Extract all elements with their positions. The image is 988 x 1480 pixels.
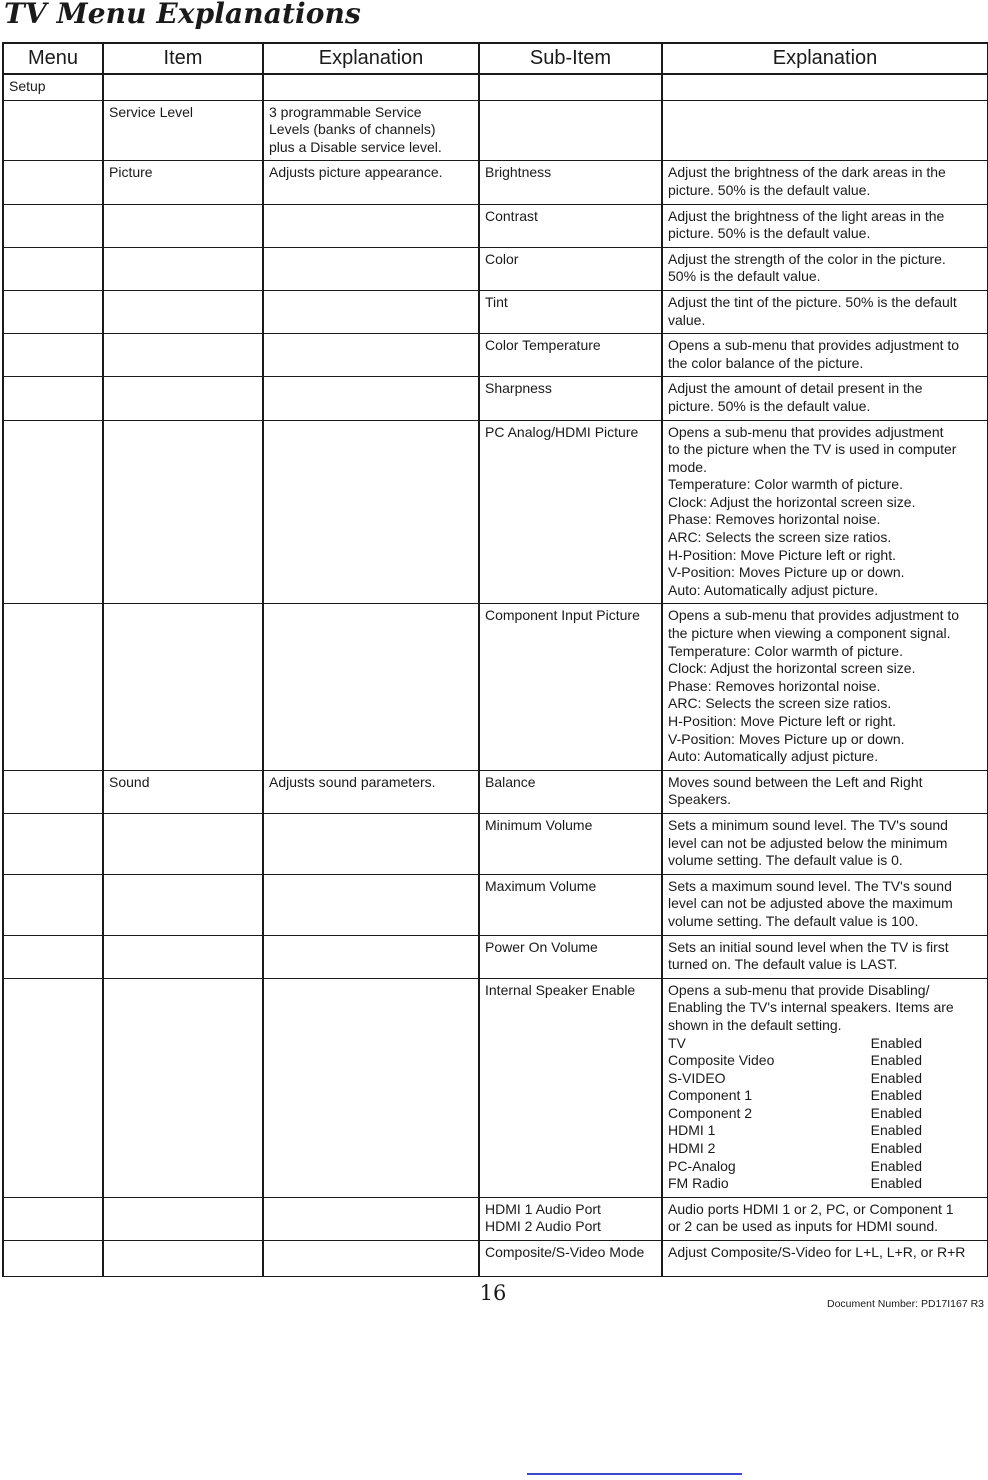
sub-item-text: Sharpness	[485, 380, 552, 397]
sub-item-cell	[479, 204, 662, 247]
speaker-default-row	[668, 1087, 922, 1105]
sub-explanation-text: Adjust the tint of the picture. 50% is the default value.	[668, 293, 957, 328]
sub-explanation-cell	[662, 813, 988, 874]
sub-item-cell	[479, 420, 662, 604]
item-cell	[103, 100, 263, 161]
explanation-cell	[263, 377, 479, 420]
sub-item-text: HDMI 1 Audio Port HDMI 2 Audio Port	[485, 1200, 601, 1235]
sub-item-text: Tint	[485, 293, 508, 310]
header-menu: Menu	[3, 43, 103, 74]
item-cell	[103, 204, 263, 247]
sub-item-cell	[479, 1241, 662, 1277]
item-cell	[103, 247, 263, 290]
sub-explanation-cell	[662, 204, 988, 247]
input-state: Enabled	[870, 1175, 922, 1192]
sub-item-text: Minimum Volume	[485, 816, 593, 833]
sub-explanation-cell	[662, 1241, 988, 1277]
item-cell	[103, 290, 263, 333]
explanation-cell	[263, 935, 479, 978]
sub-item-text: Power On Volume	[485, 938, 598, 955]
item-cell	[103, 1197, 263, 1240]
sub-item-cell	[479, 813, 662, 874]
input-state: Enabled	[870, 1052, 922, 1069]
sub-explanation-cell	[662, 420, 988, 604]
table-row	[3, 1241, 988, 1277]
sub-item-cell	[479, 100, 662, 161]
sub-explanation-text: Adjust the brightness of the light areas in the picture. 50% is the default value.	[668, 207, 945, 242]
item-cell	[103, 377, 263, 420]
menu-cell	[3, 247, 103, 290]
hyperlink-underline	[527, 1473, 742, 1475]
speaker-default-row	[668, 1035, 922, 1053]
sub-item-cell	[479, 978, 662, 1197]
menu-cell	[3, 334, 103, 377]
input-state: Enabled	[870, 1140, 922, 1157]
sub-explanation-text: Adjust the strength of the color in the picture. 50% is the default value.	[668, 250, 946, 285]
explanation-text: Adjusts sound parameters.	[269, 773, 436, 790]
speaker-default-row	[668, 1158, 922, 1176]
table-row	[3, 204, 988, 247]
item-cell	[103, 935, 263, 978]
sub-item-cell	[479, 334, 662, 377]
item-cell	[103, 978, 263, 1197]
sub-item-text: Brightness	[485, 164, 552, 181]
sub-item-text: Color	[485, 250, 519, 267]
input-name: HDMI 1	[668, 1122, 716, 1139]
sub-explanation-text: Adjust the brightness of the dark areas in the picture. 50% is the default value.	[668, 164, 946, 198]
sub-item-text: Component Input Picture	[485, 607, 640, 624]
table-row	[3, 874, 988, 935]
sub-item-text: Contrast	[485, 207, 538, 224]
table-row	[3, 247, 988, 290]
sub-explanation-cell	[662, 161, 988, 204]
item-cell	[103, 74, 263, 100]
explanation-cell	[263, 334, 479, 377]
menu-cell	[3, 813, 103, 874]
sub-explanation-text: Moves sound between the Left and Right Speakers.	[668, 773, 923, 808]
explanation-cell	[263, 74, 479, 100]
menu-cell	[3, 770, 103, 813]
menu-cell	[3, 1197, 103, 1240]
header-item: Item	[103, 43, 263, 74]
speaker-default-row	[668, 1052, 922, 1070]
header-sub-item: Sub-Item	[479, 43, 662, 74]
speaker-default-row	[668, 1105, 922, 1123]
menu-cell	[3, 290, 103, 333]
item-cell	[103, 334, 263, 377]
input-name: HDMI 2	[668, 1140, 716, 1157]
sub-explanation-text: Opens a sub-menu that provides adjustment to the picture when viewing a component signal. Temperature: Color warmth of picture. Clock: Adjust the horizontal screen size. Phase: Removes horizontal noise. ARC: Selects the screen size ratios. H-Position: Move Picture left or right. V-Position: Moves Picture up or down. Auto: Automatically adjust picture.	[668, 607, 960, 765]
menu-cell	[3, 377, 103, 420]
page-number: 16	[479, 1281, 507, 1305]
menu-table	[2, 42, 988, 1277]
sub-explanation-text: Adjust Composite/S-Video for L+L, L+R, or R+R	[668, 1244, 966, 1261]
table-row	[3, 604, 988, 770]
speaker-default-row	[668, 1070, 922, 1088]
sub-item-cell	[479, 935, 662, 978]
explanation-text: Adjusts picture appearance.	[269, 164, 443, 181]
explanation-cell	[263, 813, 479, 874]
speaker-defaults-list	[668, 1035, 982, 1193]
input-state: Enabled	[870, 1034, 922, 1051]
sub-explanation-text: Audio ports HDMI 1 or 2, PC, or Component 1 or 2 can be used as inputs for HDMI sound.	[668, 1200, 954, 1235]
menu-cell	[3, 874, 103, 935]
input-name: Component 2	[668, 1104, 753, 1121]
sub-explanation-cell	[662, 377, 988, 420]
page-title: TV Menu Explanations	[4, 0, 361, 30]
table-row	[3, 377, 988, 420]
menu-cell	[3, 978, 103, 1197]
explanation-cell	[263, 420, 479, 604]
sub-item-cell	[479, 874, 662, 935]
menu-cell	[3, 935, 103, 978]
item-cell	[103, 874, 263, 935]
header-row	[3, 43, 988, 74]
input-name: Composite Video	[668, 1052, 775, 1069]
menu-text: Setup	[9, 78, 46, 94]
menu-cell	[3, 74, 103, 100]
sub-explanation-cell	[662, 334, 988, 377]
item-text: Sound	[109, 773, 150, 790]
menu-cell	[3, 161, 103, 204]
explanation-cell	[263, 770, 479, 813]
item-cell	[103, 420, 263, 604]
explanation-cell	[263, 1197, 479, 1240]
item-text: Picture	[109, 164, 153, 181]
sub-explanation-cell	[662, 74, 988, 100]
input-state: Enabled	[870, 1069, 922, 1086]
table-row	[3, 74, 988, 100]
item-cell	[103, 770, 263, 813]
sub-explanation-cell	[662, 100, 988, 161]
sub-explanation-cell	[662, 935, 988, 978]
sub-item-cell	[479, 377, 662, 420]
sub-item-cell	[479, 290, 662, 333]
table-row	[3, 100, 988, 161]
input-name: Component 1	[668, 1087, 753, 1104]
sub-explanation-text: Sets a maximum sound level. The TV's sound level can not be adjusted above the maximum volume setting. The default value is 100.	[668, 877, 953, 929]
explanation-cell	[263, 290, 479, 333]
sub-item-cell	[479, 1197, 662, 1240]
explanation-cell	[263, 100, 479, 161]
input-name: S-VIDEO	[668, 1069, 726, 1086]
sub-explanation-cell	[662, 978, 988, 1197]
explanation-text: 3 programmable Service Levels (banks of channels) plus a Disable service level.	[269, 103, 442, 155]
input-name: FM Radio	[668, 1175, 729, 1192]
input-state: Enabled	[870, 1122, 922, 1139]
sub-item-cell	[479, 161, 662, 204]
sub-explanation-text: Sets a minimum sound level. The TV's sound level can not be adjusted below the minimum volume setting. The default value is 0.	[668, 816, 948, 869]
sub-item-text: Internal Speaker Enable	[485, 981, 636, 998]
menu-cell	[3, 1241, 103, 1277]
item-cell	[103, 161, 263, 204]
sub-item-cell	[479, 604, 662, 770]
explanation-cell	[263, 204, 479, 247]
table-row	[3, 1197, 988, 1240]
sub-explanation-cell	[662, 290, 988, 333]
sub-item-text: Maximum Volume	[485, 877, 597, 894]
item-text: Service Level	[109, 103, 194, 120]
sub-explanation-cell	[662, 247, 988, 290]
sub-explanation-cell	[662, 874, 988, 935]
explanation-cell	[263, 604, 479, 770]
table-row	[3, 290, 988, 333]
table-row	[3, 935, 988, 978]
item-cell	[103, 813, 263, 874]
sub-item-text: Balance	[485, 773, 536, 790]
sub-explanation-cell	[662, 604, 988, 770]
sub-item-cell	[479, 770, 662, 813]
speaker-default-row	[668, 1140, 922, 1158]
sub-item-text: PC Analog/HDMI Picture	[485, 423, 639, 440]
item-cell	[103, 1241, 263, 1277]
sub-explanation-text: Opens a sub-menu that provides adjustment to the picture when the TV is used in computer mode. Temperature: Color warmth of picture. Clock: Adjust the horizontal screen size. Phase: Removes horizontal noise. ARC: Selects the screen size ratios. H-Position: Move Picture left or right. V-Position: Moves Picture up or down. Auto: Automatically adjust picture.	[668, 423, 957, 598]
document-number: Document Number: PD17I167 R3	[827, 1298, 984, 1310]
explanation-cell	[263, 978, 479, 1197]
input-name: TV	[668, 1034, 686, 1051]
sub-item-text: Color Temperature	[485, 337, 601, 354]
sub-explanation-text: Adjust the amount of detail present in the picture. 50% is the default value.	[668, 380, 923, 414]
table-row	[3, 420, 988, 604]
header-sub-explanation: Explanation	[662, 43, 988, 74]
explanation-cell	[263, 1241, 479, 1277]
speaker-default-row	[668, 1122, 922, 1140]
input-name: PC-Analog	[668, 1157, 736, 1174]
sub-item-text: Composite/S-Video Mode	[485, 1244, 645, 1261]
menu-cell	[3, 420, 103, 604]
menu-cell	[3, 604, 103, 770]
table-row	[3, 813, 988, 874]
sub-explanation-cell	[662, 770, 988, 813]
table-row	[3, 978, 988, 1197]
explanation-cell	[263, 247, 479, 290]
input-state: Enabled	[870, 1157, 922, 1174]
input-state: Enabled	[870, 1104, 922, 1121]
header-explanation: Explanation	[263, 43, 479, 74]
sub-explanation-text: Opens a sub-menu that provides adjustment to the color balance of the picture.	[668, 337, 960, 371]
table-row	[3, 770, 988, 813]
sub-item-cell	[479, 74, 662, 100]
menu-cell	[3, 100, 103, 161]
sub-explanation-cell	[662, 1197, 988, 1240]
table-row	[3, 334, 988, 377]
sub-item-cell	[479, 247, 662, 290]
input-state: Enabled	[870, 1087, 922, 1104]
menu-cell	[3, 204, 103, 247]
speaker-intro: Opens a sub-menu that provide Disabling/ Enabling the TV's internal speakers. Items are shown in the default setting.	[668, 981, 954, 1033]
item-cell	[103, 604, 263, 770]
explanation-cell	[263, 161, 479, 204]
speaker-default-row	[668, 1175, 922, 1193]
explanation-cell	[263, 874, 479, 935]
sub-explanation-text: Sets an initial sound level when the TV is first turned on. The default value is LAST.	[668, 938, 949, 973]
table-row	[3, 161, 988, 204]
